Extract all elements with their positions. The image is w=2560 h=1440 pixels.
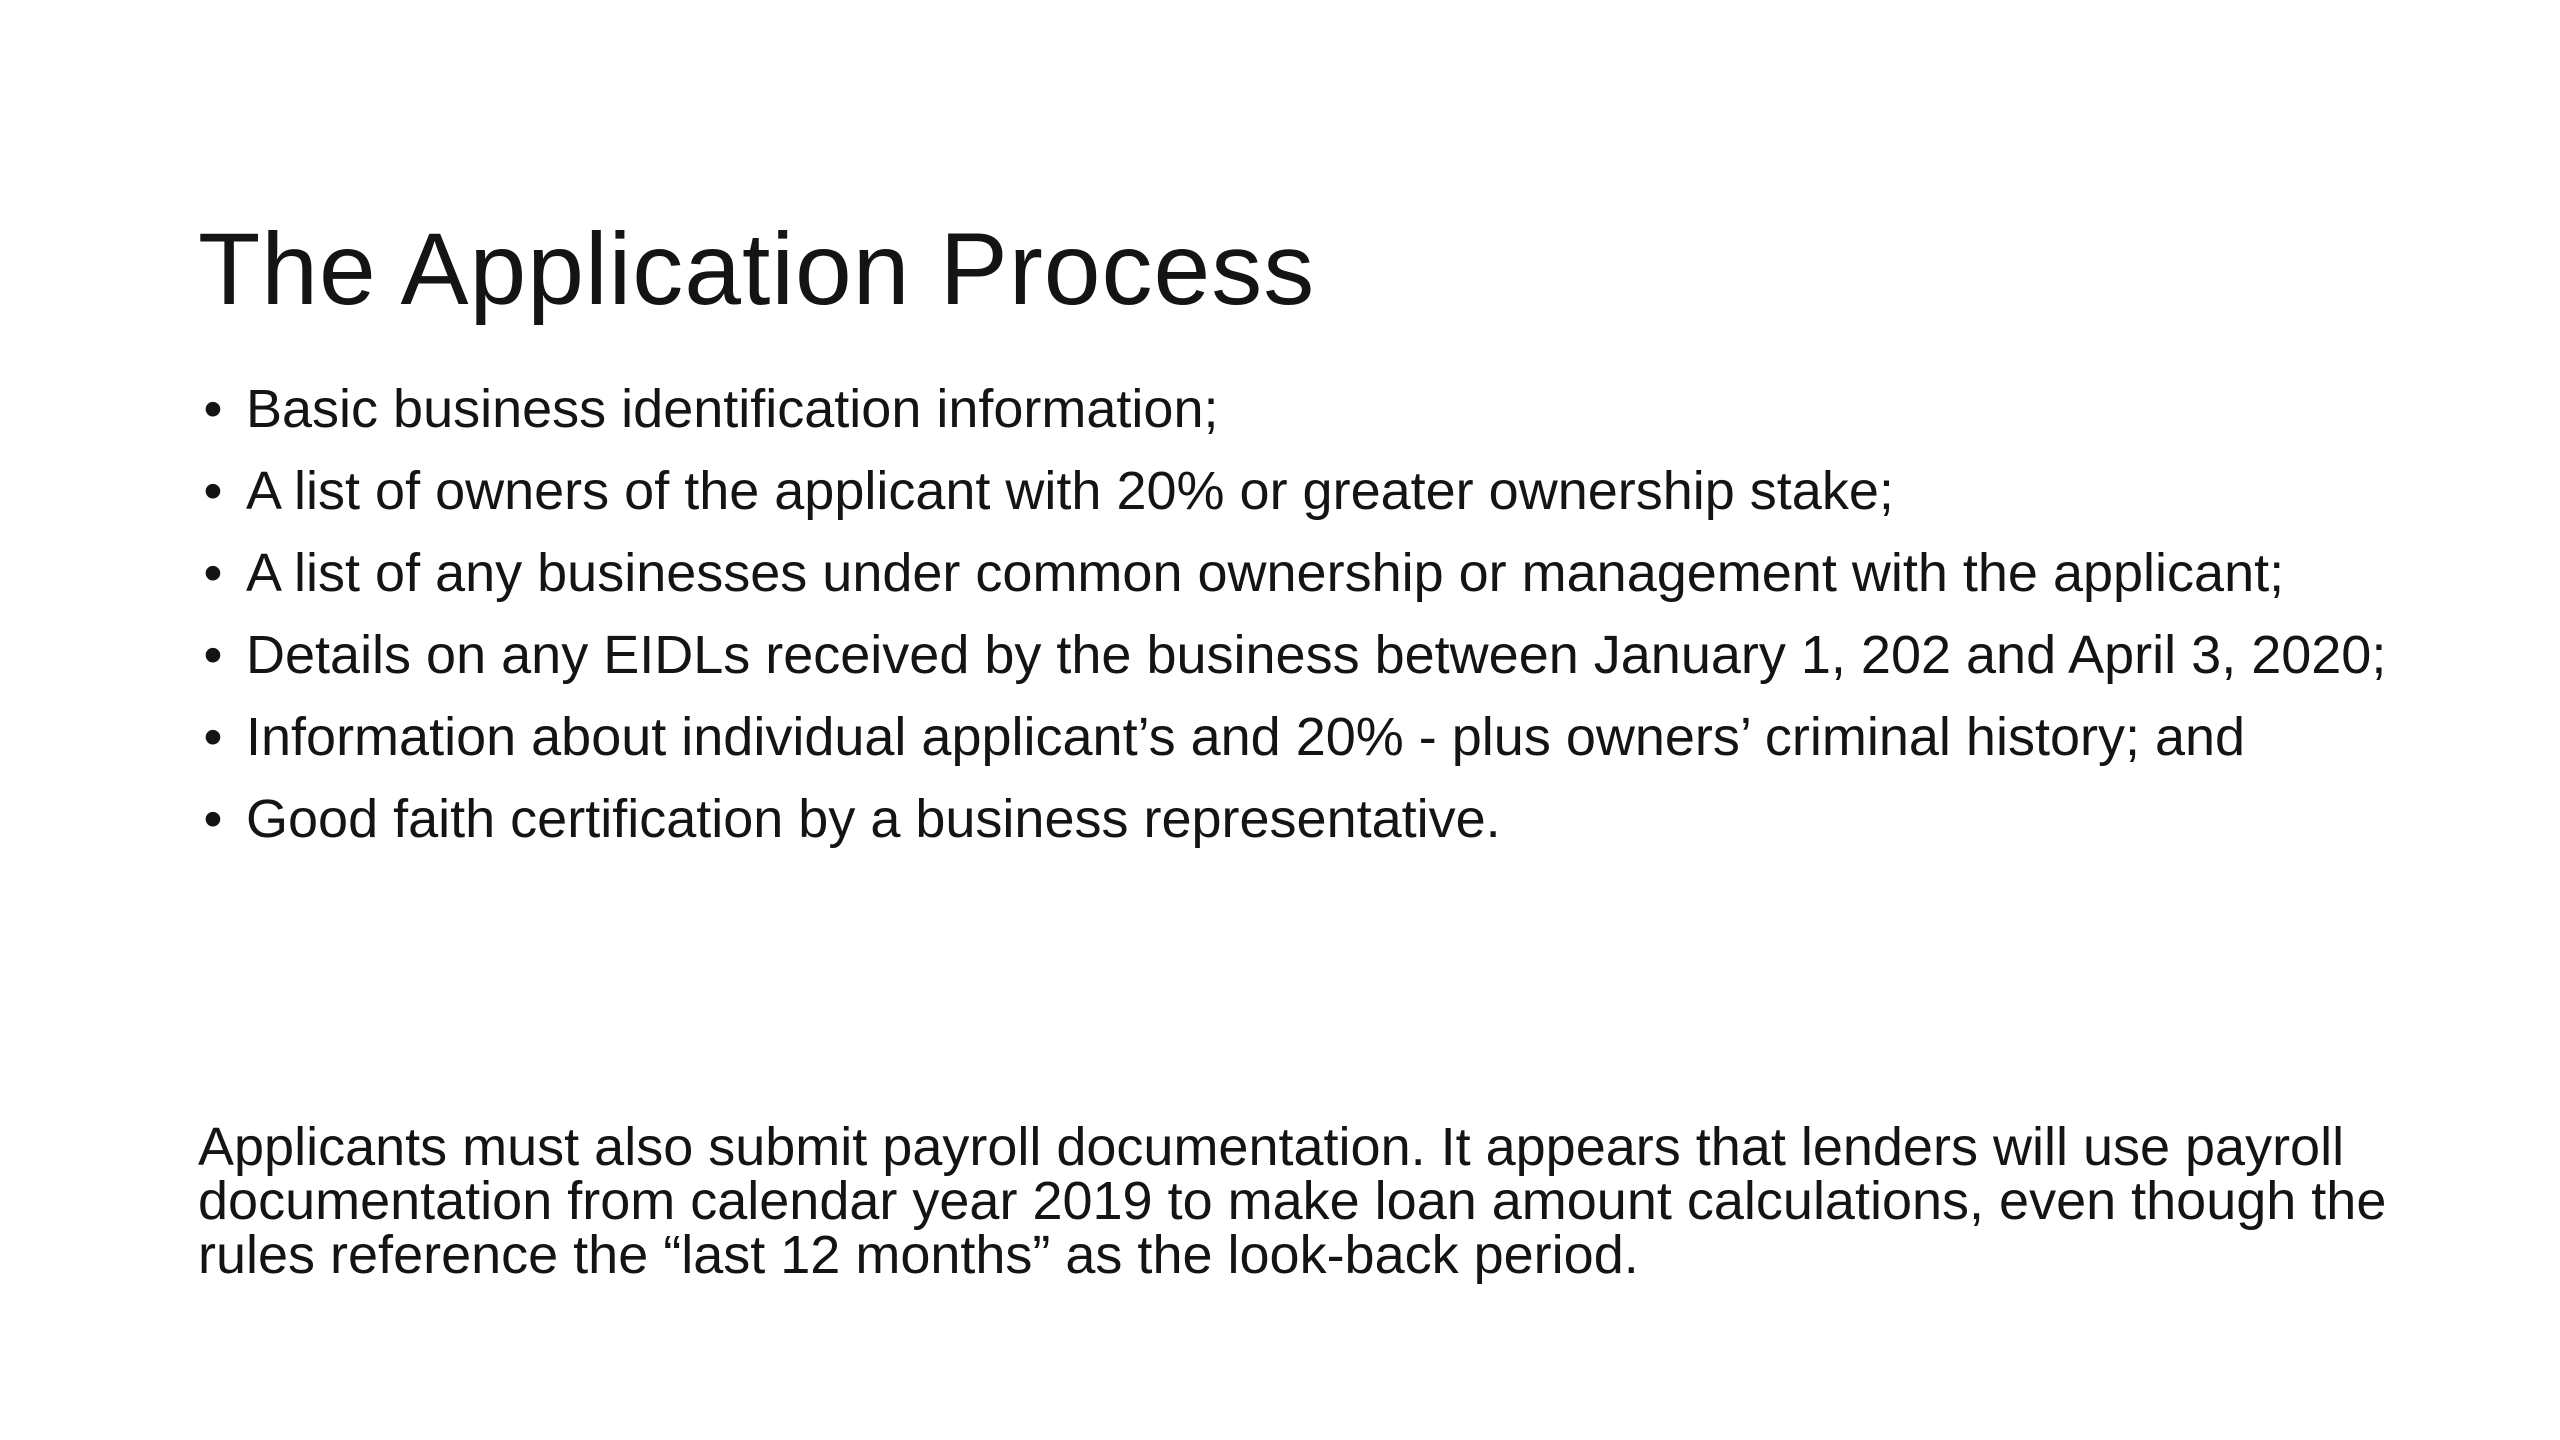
bullet-icon: • — [203, 543, 223, 603]
bullet-text: Information about individual applicant’s and 20% - plus owners’ criminal history; and — [246, 707, 2246, 767]
bullet-item — [198, 461, 2418, 521]
bullet-item — [198, 625, 2418, 685]
bullet-icon: • — [203, 461, 223, 521]
bullet-list — [198, 379, 2418, 874]
slide-title: The Application Process — [198, 212, 1316, 327]
bullet-icon: • — [203, 625, 223, 685]
bullet-item — [198, 789, 2418, 849]
bullet-item — [198, 543, 2418, 603]
bullet-item — [198, 707, 2418, 767]
bullet-text: Basic business identification information; — [246, 379, 1219, 439]
bullet-text: Details on any EIDLs received by the business between January 1, 202 and April 3, 2020; — [246, 625, 2387, 685]
bullet-icon: • — [203, 789, 223, 849]
bullet-text: Good faith certification by a business representative. — [246, 789, 1501, 849]
bullet-item — [198, 379, 2418, 439]
bullet-icon: • — [203, 379, 223, 439]
bullet-icon: • — [203, 707, 223, 767]
bullet-text: A list of owners of the applicant with 20% or greater ownership stake; — [246, 461, 1894, 521]
bullet-text: A list of any businesses under common ownership or management with the applicant; — [246, 543, 2285, 603]
payroll-paragraph: Applicants must also submit payroll documentation. It appears that lenders will use payroll documentation from calendar year 2019 to make loan amount calculations, even though the rules reference the “last 12 months” as the look-back period. — [198, 1117, 2387, 1285]
